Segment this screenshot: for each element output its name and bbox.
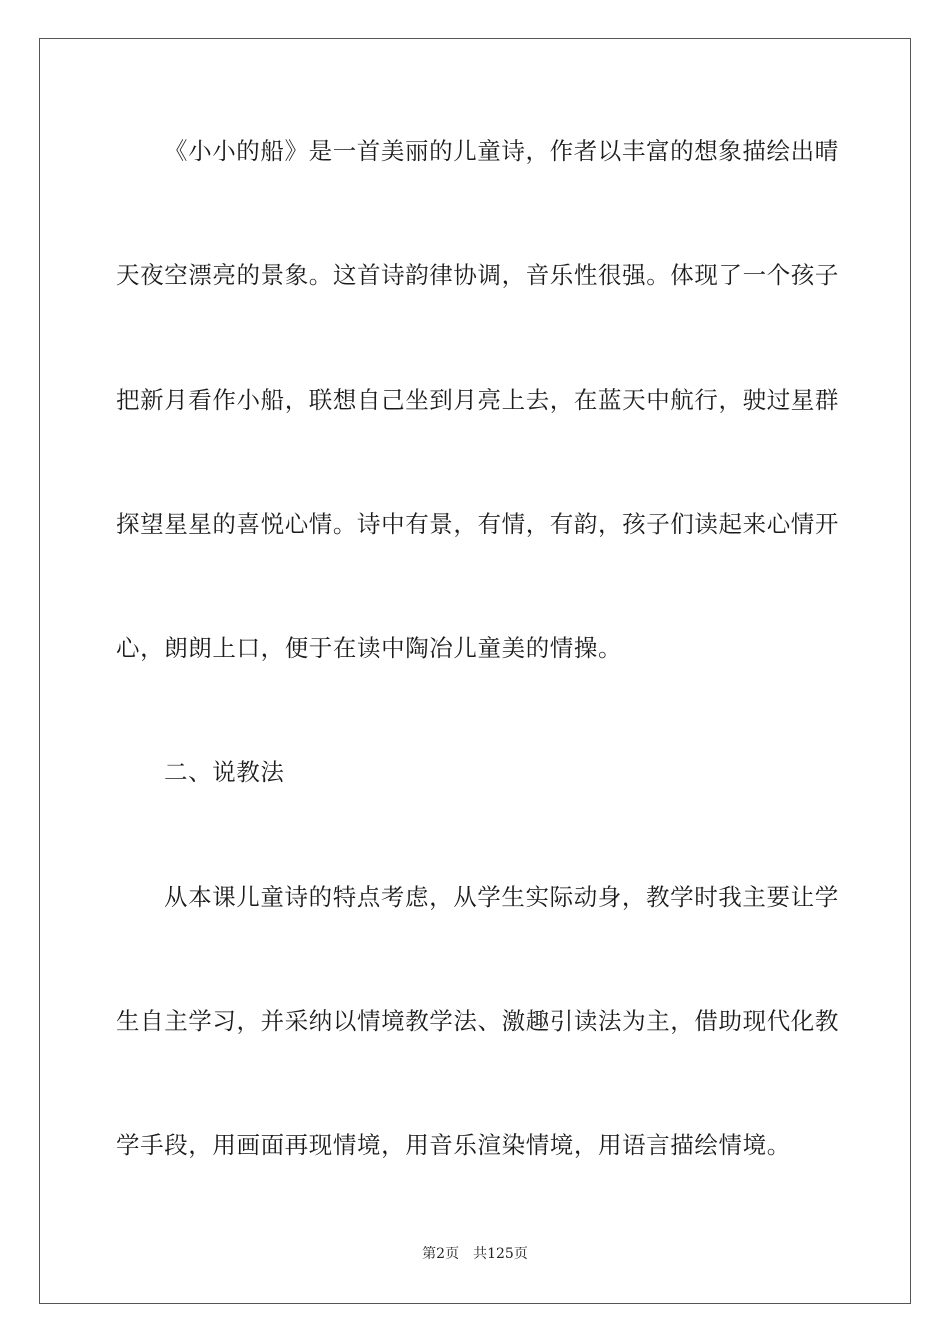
page-border xyxy=(39,38,911,1304)
paragraph-2-line-2: 生自主学习，并采纳以情境教学法、激趣引读法为主，借助现代化教 xyxy=(116,1007,839,1035)
page-number: 第2页 xyxy=(422,1246,460,1262)
paragraph-1-line-2: 天夜空漂亮的景象。这首诗韵律协调，音乐性很强。体现了一个孩子 xyxy=(116,261,839,289)
paragraph-1-line-3: 把新月看作小船，联想自己坐到月亮上去，在蓝天中航行，驶过星群 xyxy=(116,386,839,414)
section-heading: 二、说教法 xyxy=(164,758,285,786)
paragraph-1-line-1: 《小小的船》是一首美丽的儿童诗，作者以丰富的想象描绘出晴 xyxy=(164,137,839,165)
paragraph-1-line-5: 心，朗朗上口，便于在读中陶冶儿童美的情操。 xyxy=(116,634,623,662)
page-footer xyxy=(0,1244,950,1264)
page-total: 共125页 xyxy=(473,1246,528,1262)
paragraph-1-line-4: 探望星星的喜悦心情。诗中有景，有情，有韵，孩子们读起来心情开 xyxy=(116,510,839,538)
paragraph-2-line-3: 学手段，用画面再现情境，用音乐渲染情境，用语言描绘情境。 xyxy=(116,1131,791,1159)
paragraph-2-line-1: 从本课儿童诗的特点考虑，从学生实际动身，教学时我主要让学 xyxy=(164,883,839,911)
